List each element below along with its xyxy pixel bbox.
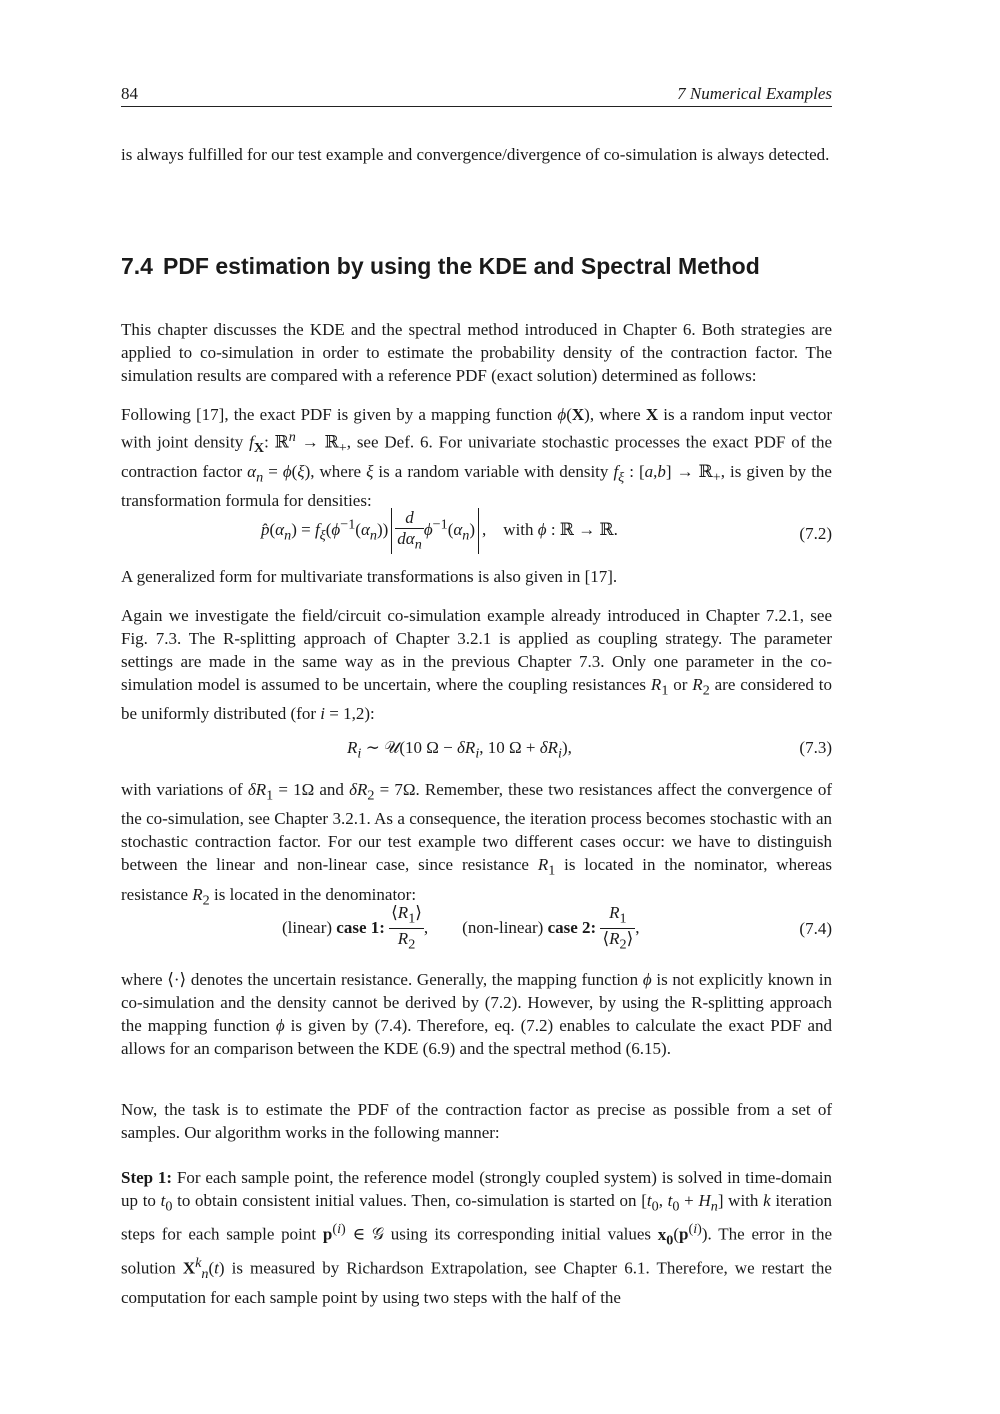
paragraph-intro-chapter: This chapter discusses the KDE and the spectral method introduced in Chapter 6. Both strategies are applied to co-simulation in order to estimate the probability density of the contraction factor. The simulation results are compared with a reference PDF (exact solution) determined as follows: bbox=[121, 320, 832, 385]
paragraph-step1: Step 1: For each sample point, the reference model (strongly coupled system) is solved in time-domain up to $t_0$ to obtain consistent initial values. Then, co-simulation is started on [$t_0$, $t_0 + H_n$] with k iteration steps for each sample point $p^{(i)}$ ∈ 𝒢 using its corresponding initial values $x_0(p^{(i)})$. The error in the solution $X^k_n(t)$ is measured by Richardson Extrapolation, see Chapter 6.1. Therefore, we restart the computation for each sample point by using two steps with the half of the bbox=[121, 1168, 833, 1308]
paragraph-exact-pdf: Following [17], the exact PDF is given by a mapping function ϕ(X), where X is a random input vector with joint density $f_X$: ℝ$^n$ → ℝ$_+$, see Def. 6. For univariate stochastic processes the exact PDF of the contraction factor $\alpha_n = \phi(\xi)$, where ξ is a random variable with density $f_\xi$ : [a,b] → ℝ$_+$, is given by the transformation formula for densities: bbox=[121, 405, 832, 511]
equation-number-7-4: (7.4) bbox=[799, 919, 832, 938]
step1-label: Step 1: bbox=[121, 1168, 173, 1187]
page-number: 84 bbox=[121, 84, 138, 103]
paragraph-multivariate: A generalized form for multivariate transformations is also given in [17]. bbox=[121, 567, 618, 586]
case2-label: case 2: bbox=[547, 917, 597, 937]
section-number: 7.4 bbox=[121, 253, 153, 279]
paragraph-task: Now, the task is to estimate the PDF of the contraction factor as precise as possible from a set of samples. Our algorithm works in the following manner: bbox=[121, 1100, 832, 1142]
running-header bbox=[121, 84, 832, 107]
equation-7-4 bbox=[121, 903, 832, 953]
with-text: with bbox=[503, 520, 534, 540]
equation-7-3-body: $R_i$ ∼ 𝒰(10 $\Omega - \delta R_i$, 10 $\Omega + \delta R_i$), bbox=[347, 738, 572, 762]
equation-number-7-3: (7.3) bbox=[799, 738, 832, 757]
case2-prefix: (non-linear) bbox=[462, 917, 544, 937]
equation-7-2-body: $p̂(\alpha_n) = f_\xi(\phi^{-1}(\alpha_n))$ $\frac{d}{d\alpha_n}$ $\phi^{-1}(\alpha_n)$ , with ϕ : ℝ → ℝ. bbox=[261, 508, 618, 553]
case1-label: case 1: bbox=[336, 917, 385, 937]
equation-7-3 bbox=[121, 736, 832, 760]
equation-7-2 bbox=[121, 508, 832, 560]
chapter-title: 7 Numerical Examples bbox=[677, 84, 832, 103]
case1-prefix: (linear) bbox=[282, 917, 333, 937]
paragraph-mapping: where ⟨·⟩ denotes the uncertain resistance. Generally, the mapping function ϕ is not explicitly known in co-simulation and the density cannot be derived by (7.2). However, by using the R-splitting approach the mapping function ϕ is given by (7.4). Therefore, eq. (7.2) enables to calculate the exact PDF and allows for an comparison between the KDE (6.9) and the spectral method (6.15). bbox=[121, 970, 832, 1058]
section-heading bbox=[121, 252, 760, 280]
paragraph-field-circuit: Again we investigate the field/circuit co-simulation example already introduced in Chapter 7.2.1, see Fig. 7.3. The R-splitting approach of Chapter 3.2.1 is applied as coupling strategy. The parameter settings are made in the same way as in the previous Chapter 7.3. Only one parameter in the co-simulation model is assumed to be uncertain, where the coupling resistances $R_1$ or $R_2$ are considered to be uniformly distributed (for i = 1,2): bbox=[121, 606, 832, 724]
section-title: PDF estimation by using the KDE and Spectral Method bbox=[162, 253, 760, 279]
intro-paragraph: is always fulfilled for our test example and convergence/divergence of co-simulation is always detected. bbox=[121, 145, 830, 164]
equation-number-7-2: (7.2) bbox=[799, 524, 832, 543]
paragraph-variations: with variations of $\delta R_1 = 1\Omega$ and $\delta R_2 = 7\Omega$. Remember, these two resistances affect the convergence of the co-simulation, see Chapter 3.2.1. As a consequence, the iteration process becomes stochastic with an stochastic contraction factor. For our test example two different cases occur: we have to distinguish between the linear and non-linear case, since resistance $R_1$ is located in the nominator, whereas resistance $R_2$ is located in the denominator: bbox=[121, 780, 832, 909]
equation-7-4-body: (linear) case 1: $\frac{⟨R_1⟩}{R_2}$ , (non-linear) case 2: $\frac{R_1}{⟨R_2⟩}$ , bbox=[282, 903, 640, 953]
